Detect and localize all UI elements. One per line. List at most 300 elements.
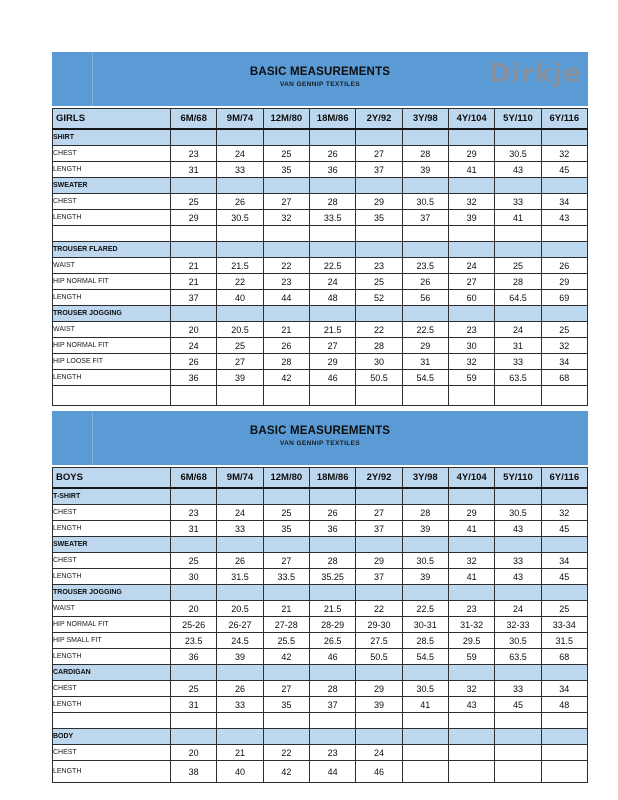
measurement-cell: 30 — [356, 354, 402, 370]
measurement-cell: 38 — [171, 761, 217, 783]
measurement-cell: 34 — [541, 194, 587, 210]
measurement-cell: 27 — [263, 194, 309, 210]
boys-header-band — [52, 411, 588, 465]
measurement-cell: 36 — [309, 521, 355, 537]
row-label: CHEST — [53, 553, 171, 569]
measurement-cell: 39 — [402, 162, 448, 178]
measurement-cell — [402, 665, 448, 681]
size-column-header: 9M/74 — [217, 109, 263, 130]
measurement-cell: 31 — [171, 162, 217, 178]
measurement-cell: 23.5 — [171, 633, 217, 649]
row-label — [53, 713, 171, 729]
measurement-cell — [448, 537, 494, 553]
measurement-cell: 41 — [448, 162, 494, 178]
section-row — [53, 537, 588, 553]
measurement-cell — [495, 761, 541, 783]
measurement-row — [53, 697, 588, 713]
measurement-cell: 31.5 — [541, 633, 587, 649]
size-column-header: 6Y/116 — [541, 109, 587, 130]
measurement-cell: 30-31 — [402, 617, 448, 633]
measurement-cell — [448, 745, 494, 761]
size-column-header: 12M/80 — [263, 109, 309, 130]
measurement-cell: 37 — [402, 210, 448, 226]
measurement-cell — [217, 665, 263, 681]
row-label: LENGTH — [53, 521, 171, 537]
measurement-cell — [356, 386, 402, 406]
measurement-cell: 36 — [171, 649, 217, 665]
measurement-cell: 48 — [541, 697, 587, 713]
measurement-cell — [541, 665, 587, 681]
section-row — [53, 729, 588, 745]
measurement-cell — [309, 665, 355, 681]
measurement-cell — [171, 537, 217, 553]
measurement-cell: 39 — [402, 521, 448, 537]
size-header-row — [53, 109, 588, 130]
measurement-cell: 24.5 — [217, 633, 263, 649]
measurement-cell — [448, 242, 494, 258]
measurement-cell — [309, 242, 355, 258]
measurement-cell: 41 — [402, 697, 448, 713]
measurement-cell: 50.5 — [356, 370, 402, 386]
measurement-cell: 24 — [171, 338, 217, 354]
row-label: WAIST — [53, 258, 171, 274]
measurement-cell: 25 — [263, 146, 309, 162]
measurement-cell — [402, 306, 448, 322]
row-label: LENGTH — [53, 162, 171, 178]
measurement-cell: 33.5 — [263, 569, 309, 585]
measurement-cell: 36 — [309, 162, 355, 178]
measurement-cell: 46 — [309, 370, 355, 386]
girls-measurements-table — [52, 108, 588, 406]
measurement-cell: 63.5 — [495, 649, 541, 665]
measurement-cell: 26 — [309, 146, 355, 162]
measurement-cell — [309, 178, 355, 194]
measurement-cell: 24 — [448, 258, 494, 274]
row-label: SWEATER — [53, 537, 171, 553]
measurement-cell — [541, 306, 587, 322]
measurement-cell: 33 — [495, 194, 541, 210]
row-label: LENGTH — [53, 761, 171, 783]
measurement-cell — [495, 386, 541, 406]
measurement-cell: 54.5 — [402, 649, 448, 665]
measurement-cell: 25 — [171, 553, 217, 569]
measurement-cell: 32 — [541, 505, 587, 521]
measurement-cell — [309, 713, 355, 729]
measurement-cell: 26 — [217, 553, 263, 569]
row-label: LENGTH — [53, 697, 171, 713]
measurement-cell — [356, 729, 402, 745]
measurement-cell: 21 — [171, 258, 217, 274]
measurement-row — [53, 194, 588, 210]
measurement-cell: 21 — [263, 601, 309, 617]
measurement-cell: 32 — [448, 354, 494, 370]
measurement-cell: 31 — [495, 338, 541, 354]
measurement-cell — [402, 129, 448, 146]
section-row — [53, 665, 588, 681]
measurement-cell: 69 — [541, 290, 587, 306]
boys-sheet — [52, 411, 588, 783]
measurement-cell: 60 — [448, 290, 494, 306]
measurement-cell — [171, 129, 217, 146]
row-label: SHIRT — [53, 129, 171, 146]
measurement-cell: 29-30 — [356, 617, 402, 633]
measurement-cell — [541, 745, 587, 761]
measurement-row — [53, 290, 588, 306]
measurement-cell: 25 — [171, 194, 217, 210]
row-label: LENGTH — [53, 290, 171, 306]
measurement-cell: 31 — [171, 697, 217, 713]
size-column-header: 18M/86 — [309, 468, 355, 489]
measurement-cell: 26 — [402, 274, 448, 290]
measurement-cell — [263, 242, 309, 258]
measurement-cell: 63.5 — [495, 370, 541, 386]
measurement-cell — [309, 306, 355, 322]
measurement-cell: 33 — [495, 354, 541, 370]
measurement-cell — [541, 242, 587, 258]
measurement-cell — [217, 729, 263, 745]
measurement-cell — [217, 129, 263, 146]
measurement-cell: 35 — [263, 521, 309, 537]
girls-header-band — [52, 52, 588, 106]
measurement-cell: 30.5 — [495, 146, 541, 162]
measurement-cell: 30.5 — [402, 553, 448, 569]
measurement-cell: 21.5 — [217, 258, 263, 274]
measurement-cell: 25 — [541, 601, 587, 617]
measurement-cell: 26-27 — [217, 617, 263, 633]
measurement-cell: 28 — [402, 505, 448, 521]
size-column-header: 18M/86 — [309, 109, 355, 130]
measurement-cell: 26 — [309, 505, 355, 521]
measurement-cell: 45 — [541, 162, 587, 178]
measurement-cell — [356, 488, 402, 505]
measurement-cell — [263, 537, 309, 553]
measurement-row — [53, 569, 588, 585]
measurement-cell — [541, 537, 587, 553]
row-label: TROUSER FLARED — [53, 242, 171, 258]
measurement-row — [53, 258, 588, 274]
row-label: CHEST — [53, 681, 171, 697]
measurement-cell — [217, 713, 263, 729]
measurement-cell — [448, 386, 494, 406]
measurement-cell — [309, 488, 355, 505]
measurement-cell: 33 — [495, 553, 541, 569]
measurement-cell: 27 — [217, 354, 263, 370]
measurement-cell: 31 — [402, 354, 448, 370]
measurement-cell: 29 — [448, 146, 494, 162]
measurement-cell — [309, 386, 355, 406]
measurement-cell — [263, 665, 309, 681]
measurement-cell: 33 — [217, 521, 263, 537]
measurement-cell: 59 — [448, 370, 494, 386]
measurement-row — [53, 162, 588, 178]
measurement-cell: 28.5 — [402, 633, 448, 649]
group-title-cell: GIRLS — [53, 109, 171, 130]
section-row — [53, 488, 588, 505]
measurement-cell — [448, 713, 494, 729]
measurement-cell: 31-32 — [448, 617, 494, 633]
section-row — [53, 129, 588, 146]
measurement-cell: 41 — [448, 521, 494, 537]
row-label: HIP LOOSE FIT — [53, 354, 171, 370]
row-label: SWEATER — [53, 178, 171, 194]
measurement-cell — [263, 729, 309, 745]
measurement-cell — [356, 226, 402, 242]
measurement-cell — [495, 729, 541, 745]
measurement-cell — [309, 226, 355, 242]
measurement-cell — [309, 537, 355, 553]
measurement-cell: 25 — [263, 505, 309, 521]
measurement-cell: 39 — [356, 697, 402, 713]
boys-measurements-table — [52, 467, 588, 783]
measurement-cell: 25 — [541, 322, 587, 338]
measurement-cell — [495, 226, 541, 242]
measurement-cell — [541, 729, 587, 745]
size-header-row — [53, 468, 588, 489]
measurement-cell: 33.5 — [309, 210, 355, 226]
measurement-cell — [171, 178, 217, 194]
size-column-header: 9M/74 — [217, 468, 263, 489]
measurement-cell — [263, 585, 309, 601]
measurement-cell: 30.5 — [402, 681, 448, 697]
measurement-cell — [356, 306, 402, 322]
page-title: BASIC MEASUREMENTS — [249, 425, 391, 437]
measurement-cell: 30 — [448, 338, 494, 354]
size-column-header: 12M/80 — [263, 468, 309, 489]
row-label — [53, 386, 171, 406]
measurement-cell: 23 — [263, 274, 309, 290]
measurement-cell: 28 — [309, 681, 355, 697]
measurement-cell: 25 — [356, 274, 402, 290]
measurement-cell — [217, 306, 263, 322]
row-label: BODY — [53, 729, 171, 745]
page-subtitle: VAN GENNIP TEXTILES — [279, 81, 361, 88]
measurement-cell — [448, 665, 494, 681]
row-label: TROUSER JOGGING — [53, 306, 171, 322]
measurement-cell: 20 — [171, 322, 217, 338]
size-column-header: 5Y/110 — [495, 109, 541, 130]
measurement-cell — [448, 761, 494, 783]
measurement-cell: 64.5 — [495, 290, 541, 306]
measurement-cell: 29 — [356, 194, 402, 210]
measurement-cell: 23.5 — [402, 258, 448, 274]
measurement-cell: 27 — [356, 505, 402, 521]
size-column-header: 6M/68 — [171, 468, 217, 489]
measurement-cell — [495, 242, 541, 258]
measurement-cell: 34 — [541, 354, 587, 370]
measurement-cell: 34 — [541, 553, 587, 569]
measurement-cell: 43 — [541, 210, 587, 226]
measurement-cell: 26 — [171, 354, 217, 370]
measurement-cell: 29 — [356, 553, 402, 569]
size-column-header: 3Y/98 — [402, 468, 448, 489]
measurement-cell — [309, 129, 355, 146]
measurement-cell: 27 — [309, 338, 355, 354]
measurement-cell — [217, 386, 263, 406]
measurement-row — [53, 370, 588, 386]
row-label: CHEST — [53, 146, 171, 162]
measurement-cell: 26 — [217, 681, 263, 697]
row-label: CARDIGAN — [53, 665, 171, 681]
measurement-cell: 68 — [541, 370, 587, 386]
measurement-cell: 32 — [263, 210, 309, 226]
measurement-cell: 33 — [495, 681, 541, 697]
measurement-cell: 22 — [217, 274, 263, 290]
measurement-cell: 33-34 — [541, 617, 587, 633]
measurement-cell — [495, 713, 541, 729]
measurement-cell — [217, 537, 263, 553]
measurement-cell: 37 — [309, 697, 355, 713]
measurement-cell: 39 — [402, 569, 448, 585]
measurement-cell: 29.5 — [448, 633, 494, 649]
measurement-cell: 46 — [356, 761, 402, 783]
measurement-cell: 41 — [448, 569, 494, 585]
measurement-cell: 39 — [217, 649, 263, 665]
measurement-cell — [448, 226, 494, 242]
measurement-cell: 25-26 — [171, 617, 217, 633]
measurement-cell: 27.5 — [356, 633, 402, 649]
measurement-row — [53, 322, 588, 338]
measurement-cell — [356, 242, 402, 258]
measurement-cell: 29 — [448, 505, 494, 521]
measurement-cell — [448, 129, 494, 146]
page-title: BASIC MEASUREMENTS — [249, 66, 391, 78]
measurement-cell: 21.5 — [309, 601, 355, 617]
measurement-cell: 29 — [402, 338, 448, 354]
measurement-cell: 31 — [171, 521, 217, 537]
measurement-cell: 45 — [541, 569, 587, 585]
measurement-cell — [448, 585, 494, 601]
row-label: CHEST — [53, 745, 171, 761]
measurement-cell: 25 — [171, 681, 217, 697]
row-label: HIP NORMAL FIT — [53, 617, 171, 633]
measurement-cell: 21.5 — [309, 322, 355, 338]
measurement-cell: 24 — [217, 505, 263, 521]
row-label: LENGTH — [53, 649, 171, 665]
measurement-cell — [495, 745, 541, 761]
measurement-cell: 24 — [217, 146, 263, 162]
measurement-cell — [541, 585, 587, 601]
page-subtitle: VAN GENNIP TEXTILES — [279, 440, 361, 447]
measurement-cell — [263, 178, 309, 194]
measurement-cell: 32-33 — [495, 617, 541, 633]
measurement-cell: 35 — [356, 210, 402, 226]
measurement-cell: 43 — [495, 521, 541, 537]
measurement-cell — [263, 129, 309, 146]
measurement-cell — [263, 386, 309, 406]
measurement-cell — [171, 488, 217, 505]
measurement-cell: 33 — [217, 162, 263, 178]
spacer-row — [53, 386, 588, 406]
measurement-cell: 33 — [217, 697, 263, 713]
size-column-header: 2Y/92 — [356, 468, 402, 489]
measurement-cell: 23 — [171, 146, 217, 162]
measurement-cell — [448, 306, 494, 322]
measurement-cell: 54.5 — [402, 370, 448, 386]
measurement-cell: 44 — [309, 761, 355, 783]
measurement-cell — [217, 585, 263, 601]
size-column-header: 2Y/92 — [356, 109, 402, 130]
measurement-row — [53, 633, 588, 649]
measurement-cell: 23 — [356, 258, 402, 274]
measurement-cell: 28 — [402, 146, 448, 162]
measurement-cell: 50.5 — [356, 649, 402, 665]
row-label: WAIST — [53, 601, 171, 617]
measurement-cell: 24 — [495, 322, 541, 338]
measurement-cell: 59 — [448, 649, 494, 665]
measurement-cell: 20 — [171, 745, 217, 761]
measurement-cell: 43 — [495, 569, 541, 585]
measurement-cell: 37 — [356, 569, 402, 585]
measurement-cell — [171, 386, 217, 406]
measurement-cell — [402, 745, 448, 761]
measurement-cell: 22 — [356, 601, 402, 617]
measurement-cell: 45 — [541, 521, 587, 537]
measurement-cell: 27 — [263, 681, 309, 697]
measurement-cell — [495, 129, 541, 146]
measurement-cell: 21 — [217, 745, 263, 761]
measurement-cell — [541, 129, 587, 146]
measurement-cell: 45 — [495, 697, 541, 713]
row-label: CHEST — [53, 194, 171, 210]
measurement-row — [53, 745, 588, 761]
girls-sheet — [52, 52, 588, 406]
measurement-cell: 52 — [356, 290, 402, 306]
measurement-cell — [356, 178, 402, 194]
measurement-cell: 23 — [309, 745, 355, 761]
measurement-cell: 24 — [356, 745, 402, 761]
measurement-cell — [402, 729, 448, 745]
measurement-cell: 27 — [356, 146, 402, 162]
measurement-cell: 29 — [171, 210, 217, 226]
measurement-cell: 27 — [448, 274, 494, 290]
measurement-cell: 21 — [263, 322, 309, 338]
row-label: TROUSER JOGGING — [53, 585, 171, 601]
size-column-header: 5Y/110 — [495, 468, 541, 489]
measurement-cell — [356, 665, 402, 681]
measurement-cell — [402, 488, 448, 505]
measurement-cell — [448, 178, 494, 194]
measurement-cell — [402, 242, 448, 258]
measurement-cell: 40 — [217, 290, 263, 306]
measurement-row — [53, 681, 588, 697]
measurement-cell — [217, 488, 263, 505]
size-column-header: 6Y/116 — [541, 468, 587, 489]
measurement-cell: 30 — [171, 569, 217, 585]
section-row — [53, 178, 588, 194]
measurement-cell — [217, 178, 263, 194]
measurement-cell — [402, 713, 448, 729]
measurement-cell: 40 — [217, 761, 263, 783]
measurement-cell — [263, 226, 309, 242]
measurement-cell: 30.5 — [495, 633, 541, 649]
row-label: HIP NORMAL FIT — [53, 274, 171, 290]
measurement-cell — [263, 306, 309, 322]
row-label: LENGTH — [53, 210, 171, 226]
measurement-cell — [402, 386, 448, 406]
row-label: HIP NORMAL FIT — [53, 338, 171, 354]
measurement-row — [53, 521, 588, 537]
measurement-cell — [541, 386, 587, 406]
measurement-row — [53, 338, 588, 354]
row-label: T-SHIRT — [53, 488, 171, 505]
measurement-cell — [541, 761, 587, 783]
measurement-cell — [356, 537, 402, 553]
size-column-header: 3Y/98 — [402, 109, 448, 130]
measurement-cell: 56 — [402, 290, 448, 306]
measurement-cell: 32 — [448, 194, 494, 210]
measurement-row — [53, 274, 588, 290]
measurement-cell: 22 — [356, 322, 402, 338]
